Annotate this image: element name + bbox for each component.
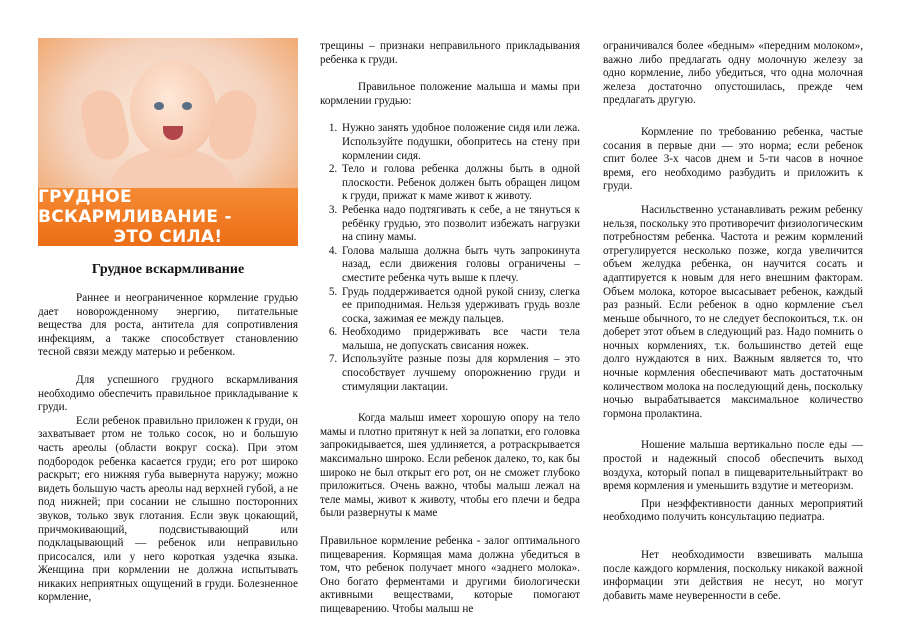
col3-paragraph-2: Кормление по требованию ребенка, частые сосания в первые дни — это норма; если ребенок спит более 3-х часов днем и 5-ти часов в ночное время, его необходимо разбудить и приложить к груди. <box>603 125 863 193</box>
column-2 <box>320 40 580 617</box>
col1-paragraph-3: Если ребенок правильно приложен к груди, он захватывает ртом не только сосок, но и большую часть ареолы (области вокруг соска). При этом подбородок ребенка касается груди; его рот широко раскрыт; его нижняя губа вывернута наружу; можно видеть большую часть ареолы над верхней губой, а не под нижней; при сосании не слышно посторонних звуков, только звук глотания. Если звук цокающий, причмокивающий, подсвистывающий или подклацывающий — ребенок или неправильно присосался, или у него короткая уздечка языка. Женщина при кормлении не должна испытывать никаких неприятных ощущений в груди. Болезненное кормление, <box>38 414 298 604</box>
baby-face <box>130 60 216 158</box>
col3-paragraph-1: ограничивался более «бедным» «передним молоком», важно либо предлагать одну молочную железу за одно кормление, либо убедиться, что одна молочная железа достаточно опустошилась, прежде чем предлагать другую. <box>603 40 863 107</box>
col2-paragraph-1: трещины – признаки неправильного прикладывания ребенка к груди. <box>320 40 580 66</box>
col1-paragraph-2: Для успешного грудного вскармливания необходимо обеспечить правильное прикладывание к груди. <box>38 373 298 414</box>
baby-eye <box>154 102 164 110</box>
baby-mouth <box>163 126 183 140</box>
col3-paragraph-4: Ношение малыша вертикально после еды — простой и надежный способ обеспечить выход воздуха, который попал в пищеварительныйтракт во время кормления и уменьшить вздутие и метеоризм. <box>603 439 863 493</box>
page-title: Грудное вскармливание <box>91 262 245 277</box>
col1-paragraph-1: Раннее и неограниченное кормление грудью дает новорожденному энергию, питательные вещества для роста, антитела для сопротивления инфекциям, а также способствует становлению тесной связи между матерью и ребенком. <box>38 292 298 359</box>
list-item: 3. Ребенка надо подтягивать к себе, а не тянуться к ребёнку грудью, это позволит избежать нагрузки на спину мамы. <box>340 204 580 245</box>
list-item: 4. Голова малыша должна быть чуть запрокинута назад, если движения головы ограничены – сместите ребенка чуть выше к плечу. <box>340 245 580 286</box>
list-item: 7. Используйте разные позы для кормления – это способствует лучшему опорожнению груди и стимуляции лактации. <box>340 353 580 394</box>
col3-paragraph-6: Нет необходимости взвешивать малыша после каждого кормления, поскольку никакой важной информации эти действия не несут, но могут добавить маме неуверенности в себе. <box>603 549 863 602</box>
banner-line-1: ГРУДНОЕ ВСКАРМЛИВАНИЕ - <box>38 187 232 227</box>
baby-eye <box>182 102 192 110</box>
baby-left-arm <box>77 86 133 163</box>
column-1 <box>38 292 298 605</box>
list-item: 2. Тело и голова ребенка должны быть в одной плоскости. Ребенок должен быть обращен лицом к груди, прижат к маме живот к животу. <box>340 163 580 204</box>
list-item: 6. Необходимо придерживать все части тела малыша, не допускать свисания ножек. <box>340 326 580 353</box>
col2-paragraph-4: Правильное кормление ребенка - залог оптимального пищеварения. Кормящая мама должна убедиться в том, что ребенок получает много «заднего молока». Оно богато ферментами и другими биологически активными веществами, которые помогают пищеварению. Чтобы малыш не <box>320 535 580 615</box>
positions-list <box>320 122 580 394</box>
poster-image <box>38 38 298 246</box>
banner-line-2: ЭТО СИЛА! <box>113 227 223 246</box>
col2-paragraph-3: Когда малыш имеет хорошую опору на тело мамы и плотно притянут к ней за лопатки, его головка запрокидывается, шея удлиняется, а ротраскрывается максимально широко. Если ребенок далеко, то, как бы широко не был открыт его рот, он не сможет глубоко приложиться. Очень важно, чтобы малыш лежал на теле мамы, живот к животу, чтобы его плечи и бедра были развернуты к маме <box>320 412 580 520</box>
poster-banner <box>38 188 298 246</box>
column-3 <box>603 40 863 603</box>
list-item: 5. Грудь поддерживается одной рукой снизу, слегка ее приподнимая. Нельзя удерживать грудь возле соска, зажимая ее между пальцев. <box>340 286 580 327</box>
col3-paragraph-3: Насильственно устанавливать режим ребенку нельзя, поскольку это противоречит физиологическим потребностям ребенка. Частота и режим кормлений отрегулируется несколько позже, когда увеличится объем желудка ребенка, он научится сосать и адаптируется к новым для него внешним факторам. Объем молока, которое высасывает ребенок, каждый раз разный. Если ребенок в одно кормление съел меньше обычного, то не следует беспокоиться, т.к. он доберет этот объем в следующий раз. Надо помнить о ночных кормлениях, т.к. большинство детей еще долго нуждаются в них. Важным является то, что ночные кормления обеспечивают мать достаточным количеством молока на последующий день, поскольку ночью вырабатывается максимальное количество гормона пролактина. <box>603 203 863 420</box>
list-item: 1. Нужно занять удобное положение сидя или лежа. Используйте подушки, обопритесь на стену при кормлении сидя. <box>340 122 580 163</box>
col2-paragraph-2: Правильное положение малыша и мамы при кормлении грудью: <box>320 81 580 107</box>
col3-paragraph-5: При неэффективности данных мероприятий необходимо получить консультацию педиатра. <box>603 497 863 524</box>
